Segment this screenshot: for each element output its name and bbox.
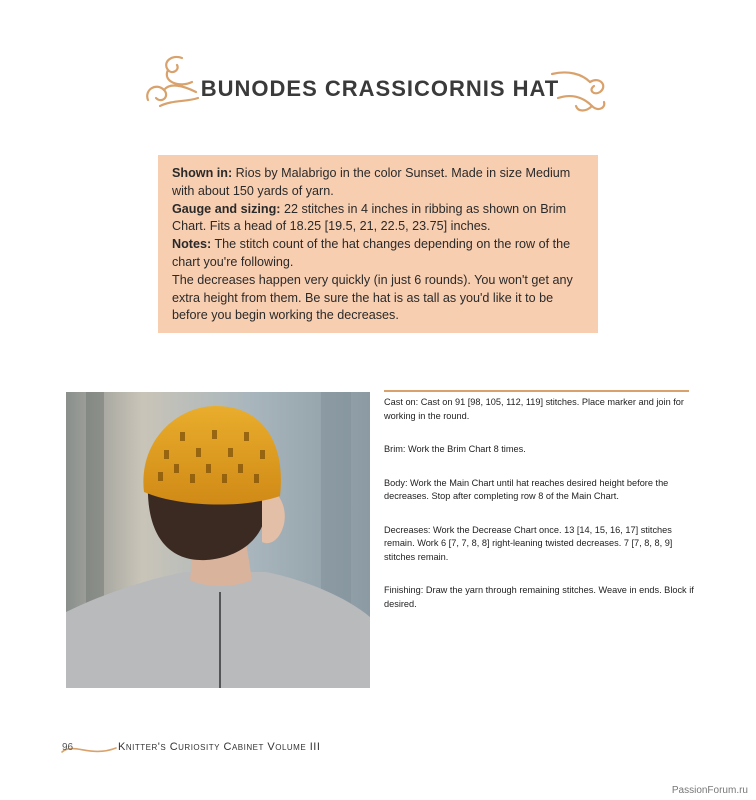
- page-footer: [60, 740, 380, 760]
- page-title: BUNODES CRASSICORNIS HAT: [200, 76, 560, 101]
- shown-in-paragraph: [172, 165, 584, 201]
- instruction-finishing: Finishing: Draw the yarn through remaining stitches. Weave in ends. Block if desired.: [384, 585, 694, 609]
- decrease-note: The decreases happen very quickly (in just 6 rounds). You won't get any extra height from them. Be sure the hat is as tall as you'd like it to be before you begin working the decreases.: [172, 272, 573, 323]
- pattern-info-box: [158, 155, 598, 333]
- left-flourish-ornament: [140, 52, 202, 110]
- book-title: Knitter's Curiosity Cabinet Volume III: [118, 741, 321, 753]
- notes-label: Notes:: [172, 237, 212, 252]
- gauge-paragraph: [172, 201, 584, 237]
- section-divider: [384, 390, 689, 392]
- watermark: PassionForum.ru: [671, 785, 748, 796]
- instruction-body: Body: Work the Main Chart until hat reaches desired height before the decreases. Stop after completing row 8 of the Main Chart.: [384, 477, 669, 501]
- notes-text: The stitch count of the hat changes depending on the row of the chart you're following.: [172, 237, 571, 269]
- page-number: 96: [62, 742, 74, 753]
- shown-in-label: Shown in:: [172, 166, 233, 180]
- instruction-decreases: Decreases: Work the Decrease Chart once. 13 [14, 15, 16, 17] stitches remain. Work 6 [7, 7, 8, 8] right-leaning twisted decreases. 7 [7, 8, 8, 9] stitches remain.: [384, 524, 673, 562]
- instructions: [384, 396, 694, 631]
- shown-in-text: Rios by Malabrigo in the color Sunset. Made in size Medium with about 150 yards of yarn.: [172, 166, 571, 198]
- gauge-label: Gauge and sizing:: [172, 201, 281, 216]
- instruction-brim: Brim: Work the Brim Chart 8 times.: [384, 444, 526, 454]
- right-flourish-ornament: [548, 66, 610, 116]
- instruction-cast-on: Cast on: Cast on 91 [98, 105, 112, 119] stitches. Place marker and join for working in the round.: [384, 397, 684, 421]
- gauge-text: 22 stitches in 4 inches in ribbing as shown on Brim Chart. Fits a head of 18.25 [19.5, 21, 22.5, 23.75] inches.: [172, 201, 567, 234]
- notes-paragraph: [172, 236, 584, 272]
- hat-model-photo: [66, 392, 370, 688]
